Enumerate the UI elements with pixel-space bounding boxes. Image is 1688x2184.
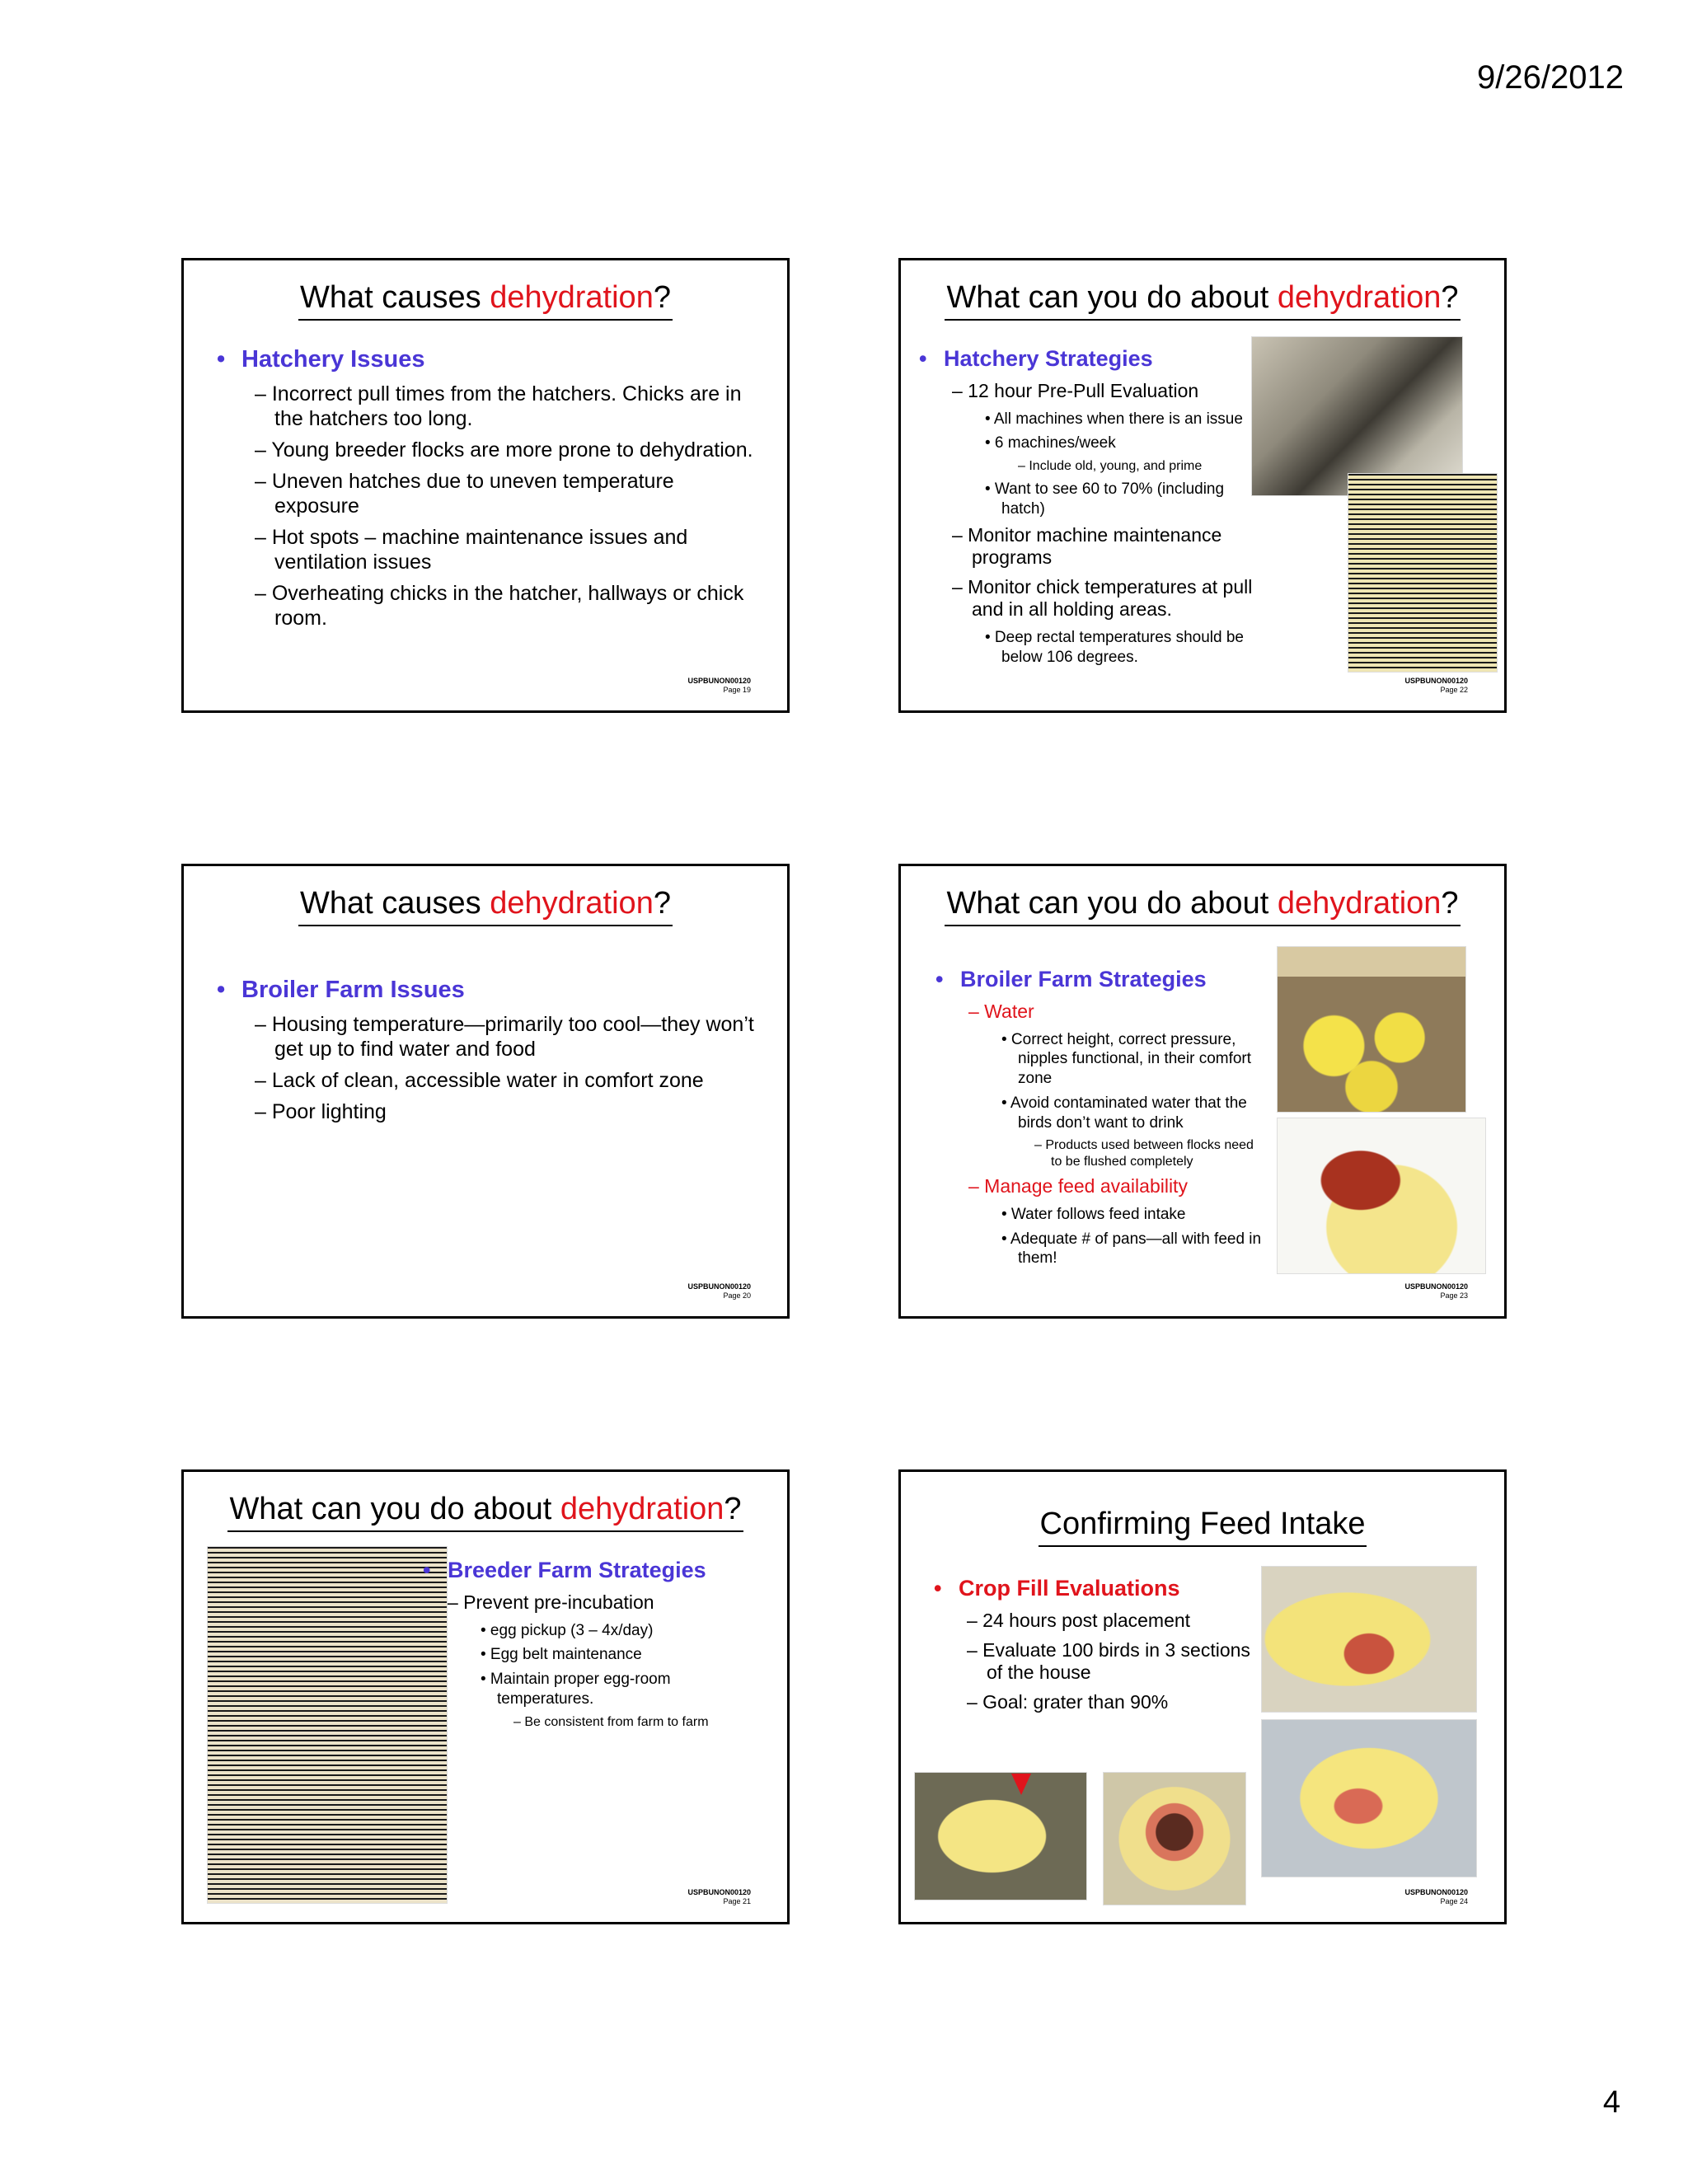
eggs-photo: [207, 1546, 448, 1904]
footer-page: Page 21: [723, 1897, 751, 1906]
list-item: • Deep rectal temperatures should be below 106 degrees.: [985, 628, 1244, 666]
footer-code: USPBUNON00120: [687, 676, 751, 685]
list-item: – Prevent pre-incubation: [448, 1591, 654, 1613]
title-highlight: dehydration: [490, 280, 654, 315]
title-highlight: dehydration: [490, 886, 654, 921]
list-item: – Overheating chicks in the hatcher, hallways or chick room.: [255, 582, 744, 630]
slide-title: [184, 886, 787, 926]
list-item: – Goal: grater than 90%: [967, 1690, 1169, 1713]
footer-page: Page 20: [723, 1291, 751, 1301]
bullet-heading: • Hatchery Strategies: [919, 346, 1257, 372]
footer-code: USPBUNON00120: [1404, 1887, 1468, 1896]
list-item: • Water follows feed intake: [1001, 1205, 1186, 1223]
footer-page: Page 23: [1440, 1291, 1468, 1301]
list-item: • egg pickup (3 – 4x/day): [481, 1621, 654, 1639]
bullet-heading: • Hatchery Issues: [217, 346, 754, 373]
list-item: – Lack of clean, accessible water in comfort zone: [255, 1069, 704, 1092]
slide-confirming-feed-intake: [898, 1469, 1507, 1924]
slide-broiler-farm-strategies: [898, 864, 1507, 1319]
slide-title: [184, 280, 787, 321]
chicks-feeder-photo: [1277, 946, 1466, 1113]
bullet-heading: • Crop Fill Evaluations: [934, 1576, 1257, 1601]
list-item: • Maintain proper egg-room temperatures.: [481, 1671, 671, 1708]
chick-photo: [1348, 473, 1498, 673]
list-item: • 6 machines/week: [985, 434, 1116, 452]
title-text: What can you do about: [229, 1492, 560, 1526]
footer-code: USPBUNON00120: [687, 1887, 751, 1896]
list-item: – Housing temperature—primarily too cool—they won’t get up to find water and food: [255, 1013, 754, 1061]
bullet-heading: • Breeder Farm Strategies: [423, 1558, 771, 1583]
title-highlight: dehydration: [1277, 886, 1442, 921]
page-date: 9/26/2012: [1477, 59, 1624, 96]
title-end: ?: [724, 1492, 742, 1526]
list-item: • Correct height, correct pressure, nipples functional, in their comfort zone: [1001, 1030, 1252, 1088]
title-end: ?: [653, 886, 671, 921]
list-item: – Evaluate 100 birds in 3 sections of the house: [967, 1638, 1250, 1684]
bullet-heading: • Broiler Farm Strategies: [935, 967, 1265, 992]
footer-code: USPBUNON00120: [1404, 676, 1468, 685]
list-item: – Hot spots – machine maintenance issues and ventilation issues: [255, 526, 688, 574]
crop-fill-photo-2: [1261, 1719, 1477, 1877]
list-item: – Uneven hatches due to uneven temperature exposure: [255, 470, 674, 518]
slide-title: [901, 1507, 1504, 1547]
slide-footer: [1404, 677, 1468, 696]
slide-breeder-farm-strategies: [181, 1469, 790, 1924]
title-text: What can you do about: [946, 886, 1278, 921]
title-highlight: dehydration: [560, 1492, 724, 1526]
list-item: – Monitor machine maintenance programs: [952, 523, 1222, 569]
list-item: – Incorrect pull times from the hatchers. Chicks are in the hatchers too long.: [255, 382, 742, 430]
title-end: ?: [1441, 280, 1459, 315]
list-item: – Include old, young, and prime: [1018, 459, 1203, 474]
list-item: • Want to see 60 to 70% (including hatch): [985, 480, 1225, 518]
slide-hatchery-strategies: [898, 258, 1507, 713]
page-number: 4: [1602, 2085, 1620, 2120]
list-item: • Avoid contaminated water that the birds don’t want to drink: [1001, 1094, 1247, 1132]
footer-code: USPBUNON00120: [1404, 1282, 1468, 1291]
list-item: • All machines when there is an issue: [985, 410, 1243, 428]
title-text: Confirming Feed Intake: [1039, 1507, 1367, 1547]
crop-fill-photo-1: [1261, 1566, 1477, 1713]
slide-footer: [1404, 1888, 1468, 1907]
slide-footer: [1404, 1282, 1468, 1301]
title-text: What can you do about: [946, 280, 1278, 315]
list-item: – Monitor chick temperatures at pull and in all holding areas.: [952, 575, 1253, 621]
title-highlight: dehydration: [1277, 280, 1442, 315]
footer-page: Page 24: [1440, 1897, 1468, 1906]
title-end: ?: [1441, 886, 1459, 921]
list-item: – 24 hours post placement: [967, 1610, 1191, 1631]
bullet-heading: • Broiler Farm Issues: [217, 977, 754, 1004]
footer-page: Page 19: [723, 686, 751, 695]
slide-title: [901, 886, 1504, 926]
slide-footer: [687, 1888, 751, 1907]
list-item: – Young breeder flocks are more prone to dehydration.: [255, 438, 753, 462]
list-item: – Products used between flocks need to be flushed completely: [1034, 1138, 1254, 1169]
title-end: ?: [653, 280, 671, 315]
list-item: – Be consistent from farm to farm: [513, 1714, 709, 1729]
list-item: – 12 hour Pre-Pull Evaluation: [952, 380, 1199, 401]
slide-hatchery-issues: [181, 258, 790, 713]
chick-necropsy-photo: [1277, 1118, 1486, 1274]
title-text: What causes: [300, 886, 490, 921]
slide-broiler-farm-issues: [181, 864, 790, 1319]
list-item: – Poor lighting: [255, 1100, 387, 1123]
footer-code: USPBUNON00120: [687, 1282, 751, 1291]
list-item: • Egg belt maintenance: [481, 1646, 642, 1664]
list-item: • Adequate # of pans—all with feed in them!: [1001, 1230, 1262, 1268]
list-item: – Manage feed availability: [968, 1175, 1188, 1197]
footer-page: Page 22: [1440, 686, 1468, 695]
slide-footer: [687, 677, 751, 696]
list-item: – Water: [968, 1001, 1034, 1022]
crop-fill-photo-4: [1103, 1772, 1246, 1905]
hatchery-workers-photo: [1251, 336, 1463, 496]
arrow-down-icon: [1011, 1774, 1031, 1795]
crop-fill-photo-3: [914, 1772, 1087, 1900]
slide-footer: [687, 1282, 751, 1301]
slide-title: [184, 1492, 787, 1532]
slide-title: [901, 280, 1504, 321]
title-text: What causes: [300, 280, 490, 315]
